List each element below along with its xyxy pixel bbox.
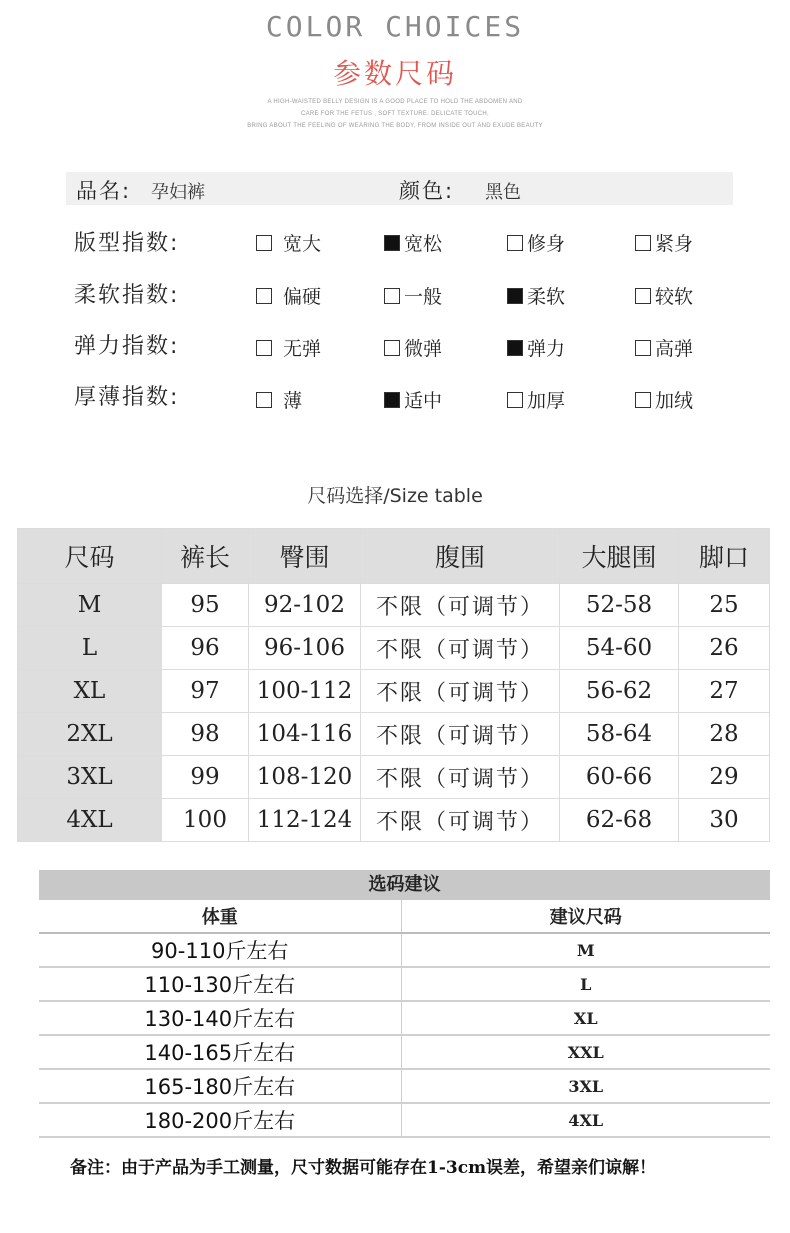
- cell-belly: 不限（可调节）: [361, 627, 560, 670]
- title-cn: 参数尺码: [332, 57, 457, 90]
- cell-weight: 130-140斤左右: [39, 1001, 401, 1035]
- cell-length: 100: [162, 799, 249, 842]
- tagline-line-2: CARE FOR THE FETUS , SOFT TEXTURE. DELICATE TOUCH,: [300, 111, 490, 117]
- header-length: 裤长: [162, 529, 249, 584]
- cell-length: 97: [162, 670, 249, 713]
- table-row: [18, 713, 770, 756]
- option-thick-thin[interactable]: [256, 386, 302, 413]
- option-fit-loose[interactable]: [384, 229, 442, 256]
- cell-size: 4XL: [18, 799, 162, 842]
- cell-suggested-size: 4XL: [401, 1103, 770, 1137]
- recommend-table: [39, 900, 770, 1138]
- header-thigh: 大腿围: [560, 529, 679, 584]
- option-label: 高弹: [655, 338, 694, 360]
- cell-thigh: 54-60: [560, 627, 679, 670]
- size-table-header-row: [18, 529, 770, 584]
- option-label: 无弹: [283, 338, 322, 360]
- index-label-fit: 版型指数:: [74, 231, 180, 256]
- tagline-line-1: A HIGH-WAISTED BELLY DESIGN IS A GOOD PLACE TO HOLD THE ABDOMEN AND: [267, 99, 523, 105]
- size-table-heading: 尺码选择/Size table: [307, 485, 483, 507]
- cell-belly: 不限（可调节）: [361, 799, 560, 842]
- cell-length: 95: [162, 584, 249, 627]
- option-soft-softer[interactable]: [635, 282, 693, 309]
- cell-weight: 165-180斤左右: [39, 1069, 401, 1103]
- product-color-value: 黑色: [485, 182, 521, 203]
- option-label: 柔软: [527, 286, 566, 308]
- checkbox[interactable]: [384, 288, 400, 304]
- cell-size: XL: [18, 670, 162, 713]
- header-suggested-size: 建议尺码: [401, 900, 770, 933]
- header-weight: 体重: [39, 900, 401, 933]
- checkbox[interactable]: [256, 288, 272, 304]
- option-label: 微弹: [404, 338, 443, 360]
- table-row: [18, 584, 770, 627]
- table-row: [39, 967, 770, 1001]
- checkbox[interactable]: [507, 340, 523, 356]
- option-label: 修身: [527, 233, 566, 255]
- header-belly: 腹围: [361, 529, 560, 584]
- index-label-elasticity: 弹力指数:: [74, 334, 180, 359]
- option-elastic-stretch[interactable]: [507, 334, 565, 361]
- cell-hip: 104-116: [249, 713, 361, 756]
- header-hip: 臀围: [249, 529, 361, 584]
- product-color-label: 颜色:: [399, 179, 455, 203]
- header-size: 尺码: [18, 529, 162, 584]
- cell-length: 99: [162, 756, 249, 799]
- option-label: 加绒: [655, 390, 694, 412]
- cell-hem: 29: [679, 756, 770, 799]
- index-label-thickness: 厚薄指数:: [74, 385, 180, 410]
- option-label: 弹力: [527, 338, 566, 360]
- checkbox[interactable]: [384, 235, 400, 251]
- cell-weight: 140-165斤左右: [39, 1035, 401, 1069]
- product-name-label: 品名:: [76, 179, 132, 203]
- cell-thigh: 60-66: [560, 756, 679, 799]
- table-row: [18, 627, 770, 670]
- checkbox[interactable]: [635, 392, 651, 408]
- cell-length: 98: [162, 713, 249, 756]
- measurement-note: 备注：由于产品为手工测量，尺寸数据可能存在1-3cm误差，希望亲们谅解！: [70, 1158, 657, 1178]
- cell-hem: 30: [679, 799, 770, 842]
- table-row: [18, 799, 770, 842]
- option-label: 适中: [404, 390, 443, 412]
- option-label: 加厚: [527, 390, 566, 412]
- cell-weight: 90-110斤左右: [39, 933, 401, 967]
- option-label: 紧身: [655, 233, 694, 255]
- cell-size: M: [18, 584, 162, 627]
- checkbox[interactable]: [256, 340, 272, 356]
- product-name-value: 孕妇裤: [151, 182, 205, 203]
- recommend-header-row: [39, 900, 770, 933]
- cell-belly: 不限（可调节）: [361, 713, 560, 756]
- table-row: [39, 1069, 770, 1103]
- cell-weight: 180-200斤左右: [39, 1103, 401, 1137]
- option-fit-wide[interactable]: [256, 229, 321, 256]
- option-soft-hard[interactable]: [256, 282, 321, 309]
- checkbox[interactable]: [635, 288, 651, 304]
- cell-weight: 110-130斤左右: [39, 967, 401, 1001]
- cell-thigh: 56-62: [560, 670, 679, 713]
- index-label-softness: 柔软指数:: [74, 283, 180, 308]
- option-fit-slim[interactable]: [507, 229, 565, 256]
- cell-hip: 100-112: [249, 670, 361, 713]
- cell-suggested-size: L: [401, 967, 770, 1001]
- option-thick-medium[interactable]: [384, 386, 442, 413]
- cell-size: 3XL: [18, 756, 162, 799]
- option-fit-tight[interactable]: [635, 229, 693, 256]
- cell-hem: 28: [679, 713, 770, 756]
- table-row: [18, 670, 770, 713]
- checkbox[interactable]: [256, 392, 272, 408]
- table-row: [39, 1035, 770, 1069]
- checkbox[interactable]: [635, 340, 651, 356]
- checkbox[interactable]: [384, 340, 400, 356]
- cell-belly: 不限（可调节）: [361, 670, 560, 713]
- cell-belly: 不限（可调节）: [361, 584, 560, 627]
- checkbox[interactable]: [635, 235, 651, 251]
- option-label: 宽大: [283, 233, 322, 255]
- cell-thigh: 58-64: [560, 713, 679, 756]
- option-label: 较软: [655, 286, 694, 308]
- cell-hip: 92-102: [249, 584, 361, 627]
- cell-hip: 112-124: [249, 799, 361, 842]
- cell-belly: 不限（可调节）: [361, 756, 560, 799]
- checkbox[interactable]: [256, 235, 272, 251]
- option-label: 偏硬: [283, 286, 322, 308]
- cell-hem: 26: [679, 627, 770, 670]
- table-row: [39, 933, 770, 967]
- cell-hip: 108-120: [249, 756, 361, 799]
- cell-size: L: [18, 627, 162, 670]
- cell-hem: 25: [679, 584, 770, 627]
- cell-suggested-size: M: [401, 933, 770, 967]
- option-elastic-slight[interactable]: [384, 334, 442, 361]
- cell-length: 96: [162, 627, 249, 670]
- cell-suggested-size: XL: [401, 1001, 770, 1035]
- option-elastic-high[interactable]: [635, 334, 693, 361]
- option-thick-fleece[interactable]: [635, 386, 693, 413]
- option-label: 宽松: [404, 233, 443, 255]
- cell-suggested-size: 3XL: [401, 1069, 770, 1103]
- cell-hem: 27: [679, 670, 770, 713]
- header-hem: 脚口: [679, 529, 770, 584]
- checkbox[interactable]: [384, 392, 400, 408]
- table-row: [18, 756, 770, 799]
- recommend-title: 选码建议: [39, 870, 770, 900]
- title-en: COLOR CHOICES: [265, 10, 525, 43]
- table-row: [39, 1001, 770, 1035]
- cell-thigh: 52-58: [560, 584, 679, 627]
- cell-suggested-size: XXL: [401, 1035, 770, 1069]
- table-row: [39, 1103, 770, 1137]
- option-soft-normal[interactable]: [384, 282, 442, 309]
- option-thick-thick[interactable]: [507, 386, 565, 413]
- cell-thigh: 62-68: [560, 799, 679, 842]
- option-elastic-none[interactable]: [256, 334, 321, 361]
- option-label: 一般: [404, 286, 443, 308]
- cell-hip: 96-106: [249, 627, 361, 670]
- cell-size: 2XL: [18, 713, 162, 756]
- option-soft-soft[interactable]: [507, 282, 565, 309]
- checkbox[interactable]: [507, 288, 523, 304]
- checkbox[interactable]: [507, 235, 523, 251]
- size-table: [17, 528, 770, 842]
- checkbox[interactable]: [507, 392, 523, 408]
- tagline-line-3: BRING ABOUT THE FEELING OF WEARING THE BODY, FROM INSIDE OUT AND EXUDE BEAUTY: [247, 123, 543, 129]
- option-label: 薄: [283, 390, 303, 412]
